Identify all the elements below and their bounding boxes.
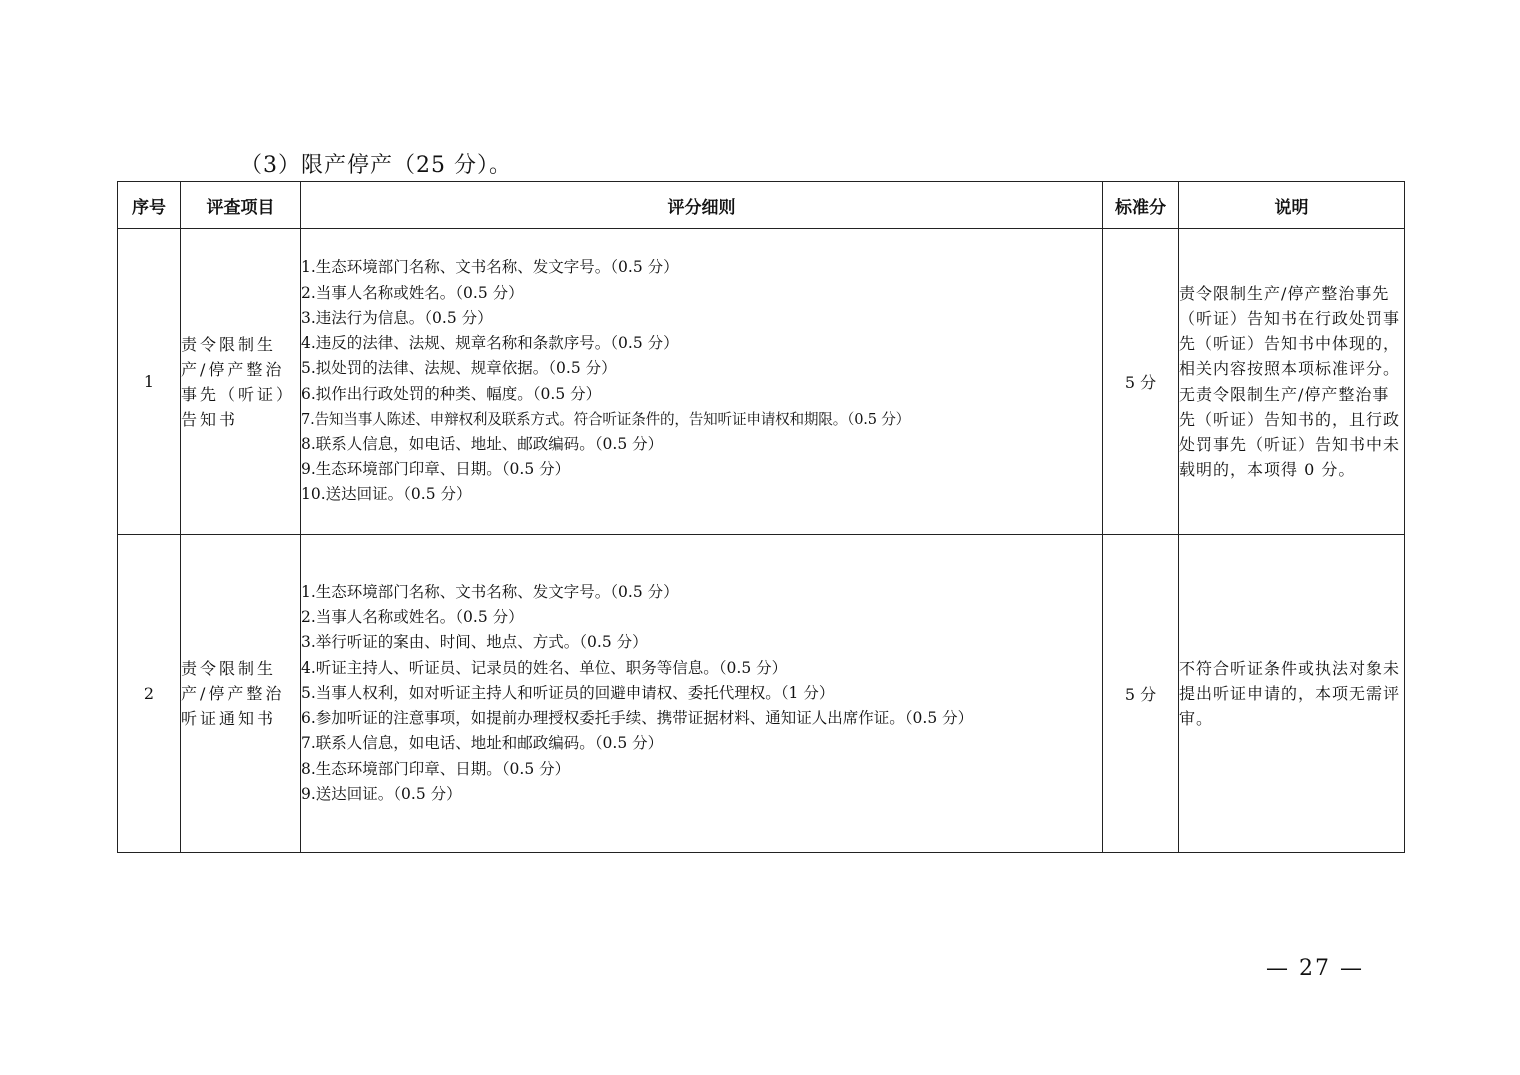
detail-line: 9.生态环境部门印章、日期。（0.5 分） <box>301 460 571 479</box>
row-details <box>301 229 1103 535</box>
row-item: 责令限制生产/停产整治事先（听证）告知书 <box>181 229 301 535</box>
detail-line: 7.告知当事人陈述、申辩权利及联系方式。符合听证条件的，告知听证申请权和期限。（0.5 分） <box>301 410 911 428</box>
row-item: 责令限制生产/停产整治听证通知书 <box>181 535 301 853</box>
header-details: 评分细则 <box>301 182 1103 229</box>
row-details <box>301 535 1103 853</box>
table-row <box>118 229 1405 535</box>
detail-line: 2.当事人名称或姓名。（0.5 分） <box>301 283 524 302</box>
detail-line: 3.违法行为信息。（0.5 分） <box>301 308 493 327</box>
detail-line: 8.生态环境部门印章、日期。（0.5 分） <box>301 759 571 778</box>
row-note: 不符合听证条件或执法对象未提出听证申请的，本项无需评审。 <box>1179 535 1405 853</box>
detail-line: 6.拟作出行政处罚的种类、幅度。（0.5 分） <box>301 384 602 403</box>
row-standard: 5 分 <box>1103 229 1179 535</box>
header-item: 评查项目 <box>181 182 301 229</box>
section-heading: （3）限产停产（25 分）。 <box>240 153 512 178</box>
detail-line: 3.举行听证的案由、时间、地点、方式。（0.5 分） <box>301 633 648 652</box>
header-seq: 序号 <box>118 182 181 229</box>
detail-line: 1.生态环境部门名称、文书名称、发文字号。（0.5 分） <box>301 258 679 277</box>
detail-line: 4.听证主持人、听证员、记录员的姓名、单位、职务等信息。（0.5 分） <box>301 658 788 677</box>
header-note: 说明 <box>1179 182 1405 229</box>
scoring-table <box>117 181 1405 853</box>
row-seq: 1 <box>118 229 181 535</box>
detail-line: 8.联系人信息，如电话、地址、邮政编码。（0.5 分） <box>301 434 664 453</box>
row-seq: 2 <box>118 535 181 853</box>
detail-line: 1.生态环境部门名称、文书名称、发文字号。（0.5 分） <box>301 583 679 602</box>
detail-line: 9.送达回证。（0.5 分） <box>301 784 462 803</box>
header-standard: 标准分 <box>1103 182 1179 229</box>
row-note: 责令限制生产/停产整治事先（听证）告知书在行政处罚事先（听证）告知书中体现的，相关内容按照本项标准评分。无责令限制生产/停产整治事先（听证）告知书的，且行政处罚事先（听证）告知书中未载明的，本项得 0 分。 <box>1179 229 1405 535</box>
detail-line: 7.联系人信息，如电话、地址和邮政编码。（0.5 分） <box>301 734 664 753</box>
detail-line: 2.当事人名称或姓名。（0.5 分） <box>301 608 524 627</box>
table-row <box>118 535 1405 853</box>
detail-line: 10.送达回证。（0.5 分） <box>301 485 472 504</box>
detail-line: 5.当事人权利，如对听证主持人和听证员的回避申请权、委托代理权。（1 分） <box>301 683 835 702</box>
detail-line: 6.参加听证的注意事项，如提前办理授权委托手续、携带证据材料、通知证人出席作证。（0.5 分） <box>301 709 974 728</box>
row-standard: 5 分 <box>1103 535 1179 853</box>
detail-line: 4.违反的法律、法规、规章名称和条款序号。（0.5 分） <box>301 334 679 353</box>
page-number: — 27 — <box>1266 956 1364 981</box>
table-header-row <box>118 182 1405 229</box>
detail-line: 5.拟处罚的法律、法规、规章依据。（0.5 分） <box>301 359 617 378</box>
